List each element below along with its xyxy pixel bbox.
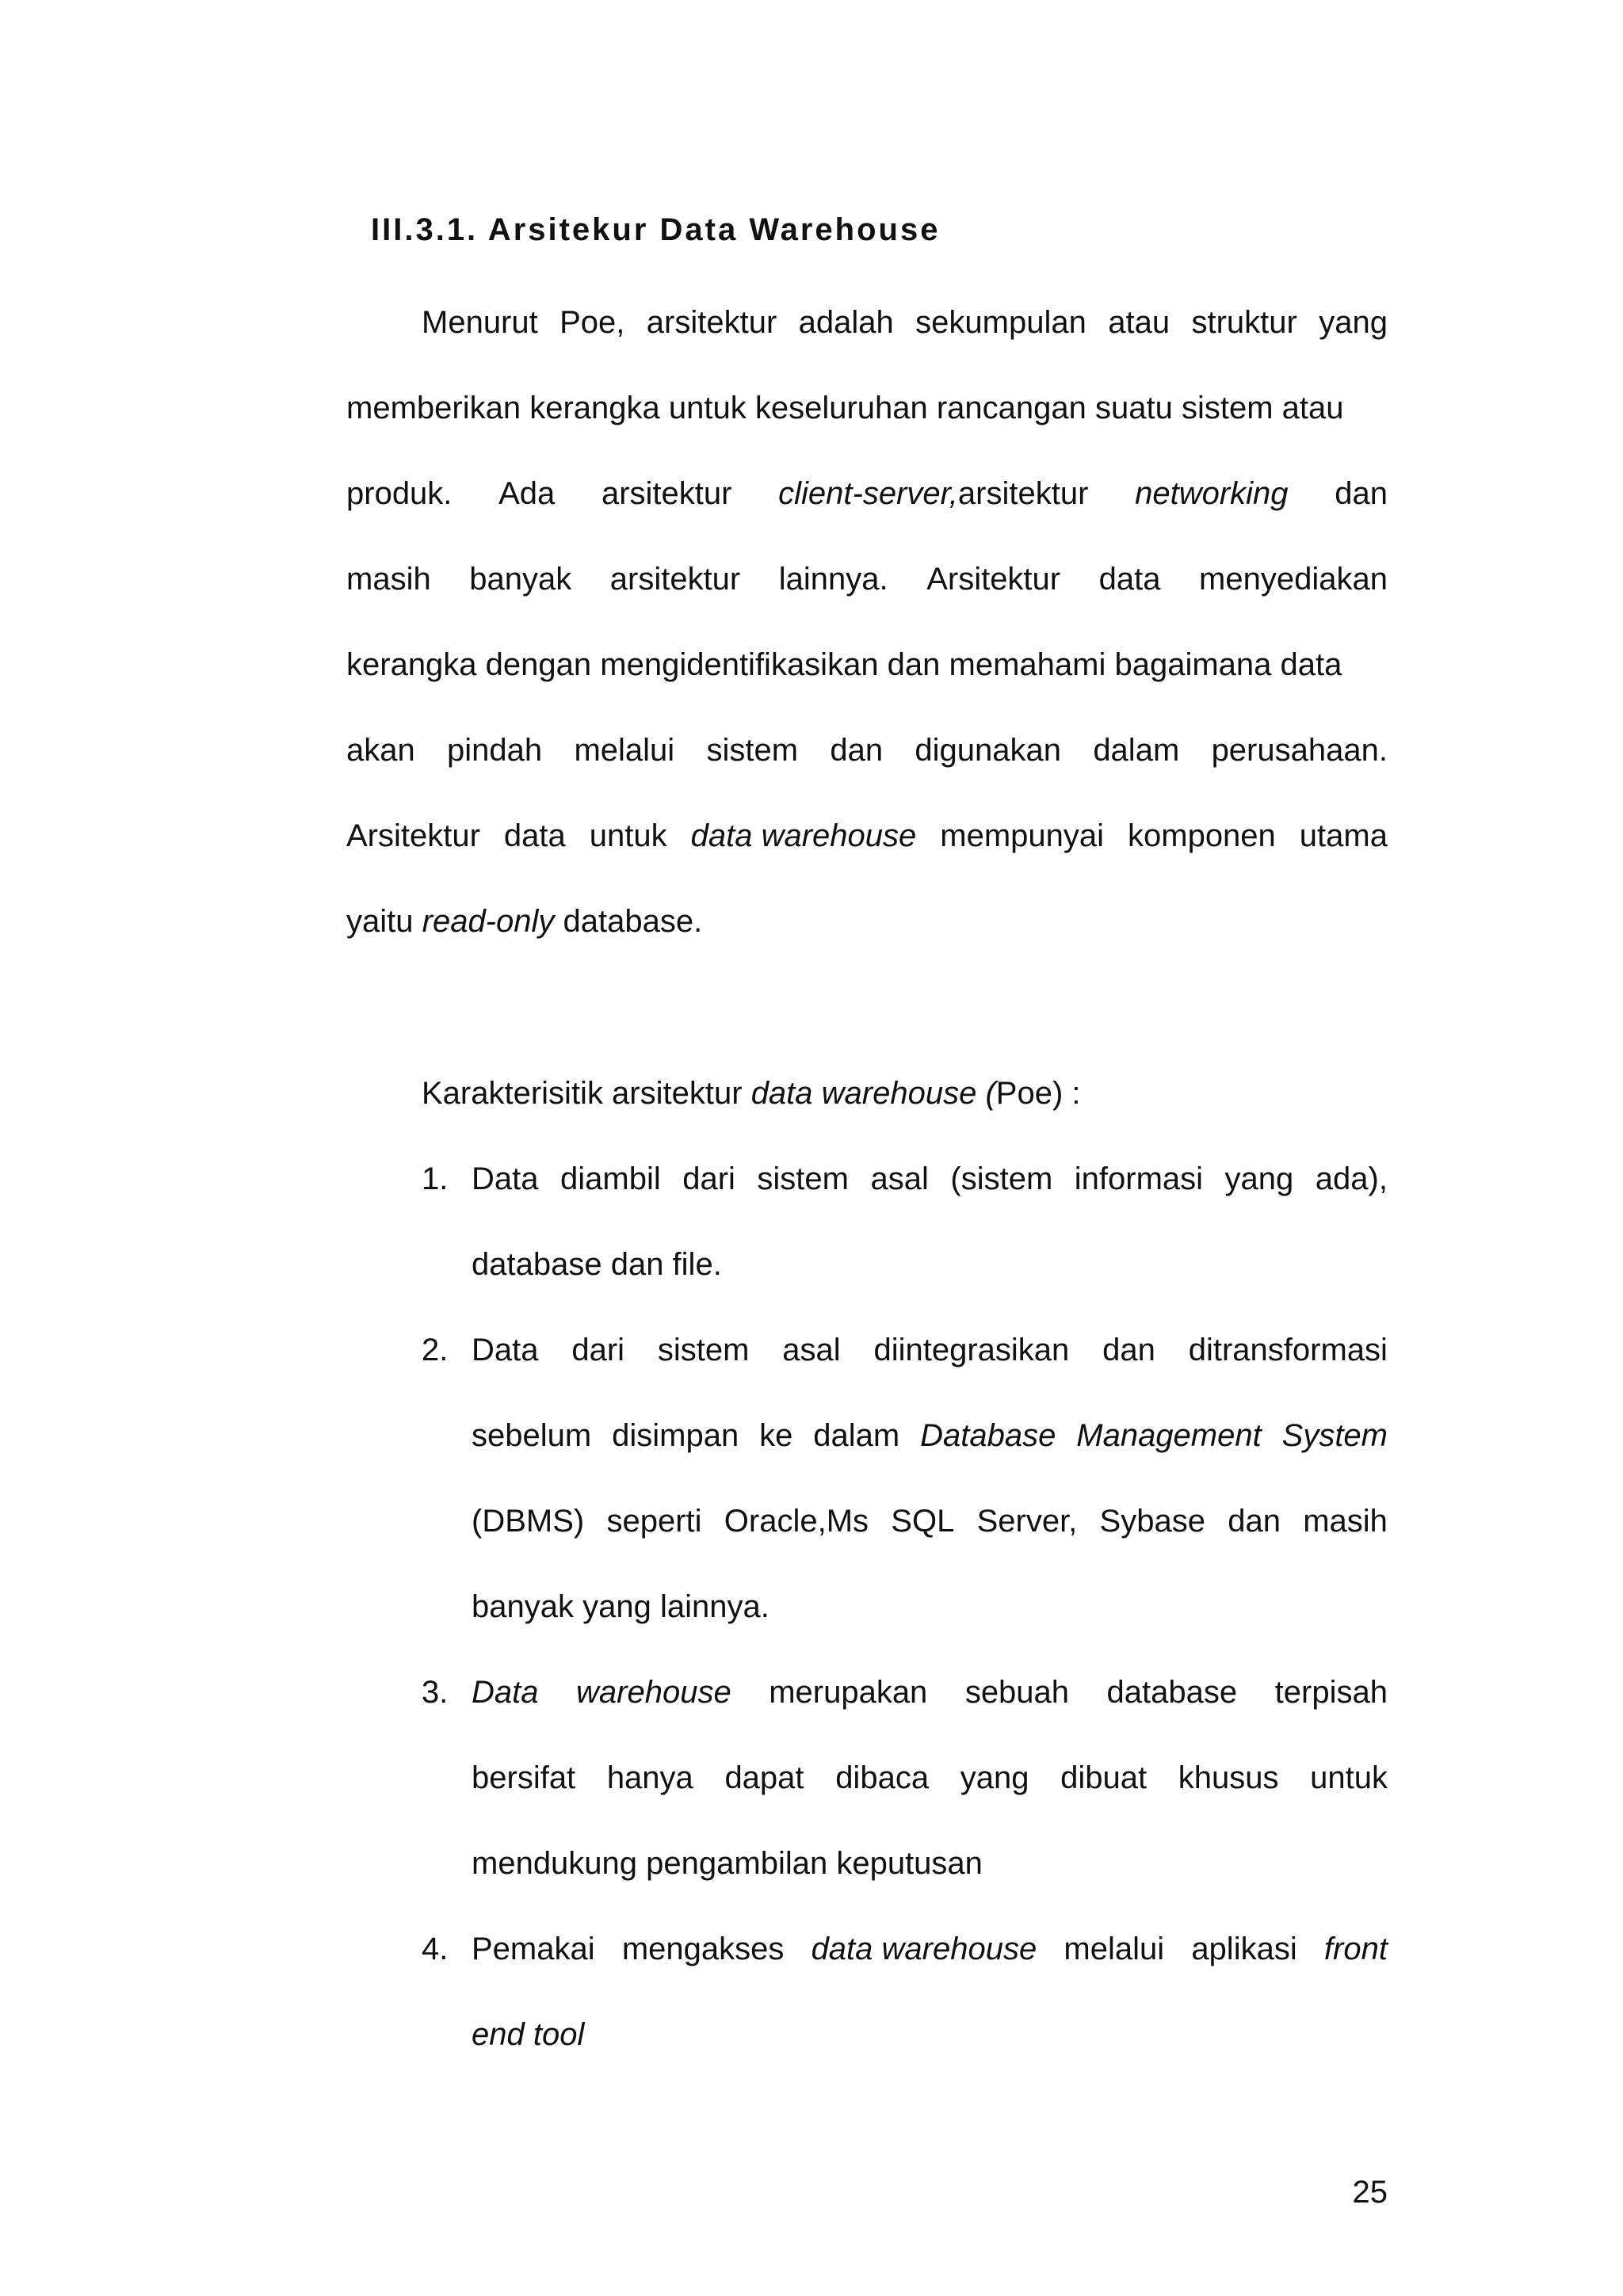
word: dibuat [1060, 1760, 1148, 1795]
word: Sybase [1099, 1504, 1205, 1539]
line-text: banyak yang lainnya. [472, 1589, 769, 1624]
word: asal [782, 1333, 841, 1367]
word: Arsitektur [346, 818, 480, 853]
word: Oracle,Ms [724, 1504, 869, 1539]
word: sebelum [472, 1418, 592, 1453]
line-text: memberikan kerangka untuk keseluruhan rancangan suatu sistem atau [346, 391, 1344, 425]
word: Pemakai [472, 1932, 595, 1966]
italic-term: System [1281, 1418, 1388, 1453]
word: arsitektur [609, 562, 741, 597]
word: ada), [1315, 1161, 1388, 1196]
word: untuk [589, 818, 667, 853]
word: database. [563, 904, 703, 939]
word: yaitu [346, 904, 414, 939]
characteristics-intro [422, 1070, 1388, 1117]
list-number: 2. [422, 1333, 449, 1367]
intro-text: Karakterisitik arsitektur [422, 1076, 743, 1111]
list-item-line [472, 1669, 1388, 1716]
word: produk. [346, 476, 453, 511]
word: database [1106, 1675, 1238, 1710]
list-item-line [472, 1155, 1388, 1203]
word: ke [759, 1418, 793, 1453]
word: atau [1108, 305, 1170, 340]
word: akan [346, 733, 415, 768]
word: dapat [724, 1760, 804, 1795]
paragraph-line [346, 812, 1388, 860]
line-text: kerangka dengan mengidentifikasikan dan memahami bagaimana data [346, 647, 1342, 682]
paragraph-line [346, 641, 1388, 688]
word: khusus [1178, 1760, 1279, 1795]
word: masih [1303, 1504, 1388, 1539]
word: terpisah [1274, 1675, 1388, 1710]
word: disimpan [612, 1418, 739, 1453]
word: yang [1224, 1161, 1294, 1196]
word: dan [1228, 1504, 1281, 1539]
word: digunakan [915, 733, 1062, 768]
italic-term: end tool [472, 2017, 585, 2052]
word: Server, [976, 1504, 1078, 1539]
word: (DBMS) [472, 1504, 585, 1539]
word: dari [571, 1333, 625, 1367]
list-item-line [472, 1754, 1388, 1802]
word: dari [682, 1161, 735, 1196]
word: Menurut [422, 305, 538, 340]
word: yang [960, 1760, 1029, 1795]
word: sistem [706, 733, 799, 768]
word: SQL [891, 1504, 955, 1539]
italic-term: data warehouse [750, 1076, 977, 1111]
word: untuk [1310, 1760, 1388, 1795]
word: diintegrasikan [873, 1333, 1070, 1367]
word: bersifat [472, 1760, 576, 1795]
list-item-line [472, 1326, 1388, 1374]
word: masih [346, 562, 431, 597]
paragraph-line [422, 299, 1388, 346]
italic-term: front [1323, 1932, 1388, 1966]
italic-term: client-server, [778, 476, 958, 511]
word: data [503, 818, 566, 853]
line-text: database dan file. [472, 1247, 722, 1282]
word: seperti [606, 1504, 702, 1539]
word: Ada [498, 476, 556, 511]
word: pindah [447, 733, 543, 768]
paragraph-line [346, 470, 1388, 517]
list-item-line [472, 1412, 1388, 1459]
page-number: 25 [1352, 2175, 1388, 2210]
italic-term: Database [920, 1418, 1056, 1453]
word: melalui [574, 733, 675, 768]
italic-term: networking [1135, 476, 1289, 511]
list-item-line [472, 1241, 1388, 1288]
word: Data [472, 1161, 539, 1196]
word: dalam [813, 1418, 900, 1453]
word: utama [1299, 818, 1388, 853]
word: dan [1335, 476, 1388, 511]
word: merupakan [769, 1675, 928, 1710]
italic-term: warehouse [576, 1675, 731, 1710]
word: arsitektur [601, 476, 732, 511]
word: adalah [798, 305, 894, 340]
italic-term: read-only [422, 904, 555, 939]
list-item-line [472, 1497, 1388, 1545]
word: perusahaan. [1211, 733, 1388, 768]
word: (sistem [950, 1161, 1053, 1196]
word: asal [870, 1161, 929, 1196]
word: mempunyai [940, 818, 1105, 853]
paragraph-line [346, 384, 1388, 432]
word: mengakses [621, 1932, 785, 1966]
word: yang [1319, 305, 1388, 340]
italic-term: Management [1076, 1418, 1262, 1453]
list-number: 3. [422, 1675, 449, 1710]
word: arsitektur [957, 476, 1089, 511]
intro-source: Poe) : [995, 1076, 1081, 1111]
word: komponen [1128, 818, 1276, 853]
word: Poe, [559, 305, 625, 340]
word: diambil [560, 1161, 661, 1196]
list-item-line [472, 1840, 1388, 1887]
word: aplikasi [1191, 1932, 1297, 1966]
paragraph-line [346, 555, 1388, 603]
paragraph-line [346, 727, 1388, 774]
list-item-line [472, 1583, 1388, 1630]
word: dan [830, 733, 884, 768]
italic-term: data warehouse [690, 818, 917, 853]
list-item-line [472, 2011, 1388, 2058]
word: dalam [1093, 733, 1180, 768]
section-heading: III.3.1. Arsitekur Data Warehouse [371, 212, 941, 247]
word: Arsitektur [926, 562, 1061, 597]
word: sebuah [964, 1675, 1070, 1710]
line-text: mendukung pengambilan keputusan [472, 1846, 983, 1881]
list-item-line [472, 1925, 1388, 1973]
word: sistem [757, 1161, 849, 1196]
paragraph-line [346, 898, 1388, 945]
word: ditransformasi [1188, 1333, 1388, 1367]
word: arsitektur [646, 305, 777, 340]
word: informasi [1074, 1161, 1204, 1196]
word: dan [1102, 1333, 1155, 1367]
word: data [1098, 562, 1161, 597]
word: sistem [657, 1333, 750, 1367]
word: sekumpulan [915, 305, 1086, 340]
italic-term: data warehouse [811, 1932, 1037, 1966]
word: banyak [469, 562, 572, 597]
word: menyediakan [1199, 562, 1388, 597]
word: melalui [1064, 1932, 1165, 1966]
list-number: 1. [422, 1161, 449, 1196]
italic-term: Data [472, 1675, 539, 1710]
word: dibaca [835, 1760, 930, 1795]
word: struktur [1191, 305, 1297, 340]
word: lainnya. [778, 562, 888, 597]
italic-paren: ( [985, 1076, 996, 1111]
word: hanya [606, 1760, 693, 1795]
word: Data [472, 1333, 539, 1367]
list-number: 4. [422, 1932, 449, 1966]
